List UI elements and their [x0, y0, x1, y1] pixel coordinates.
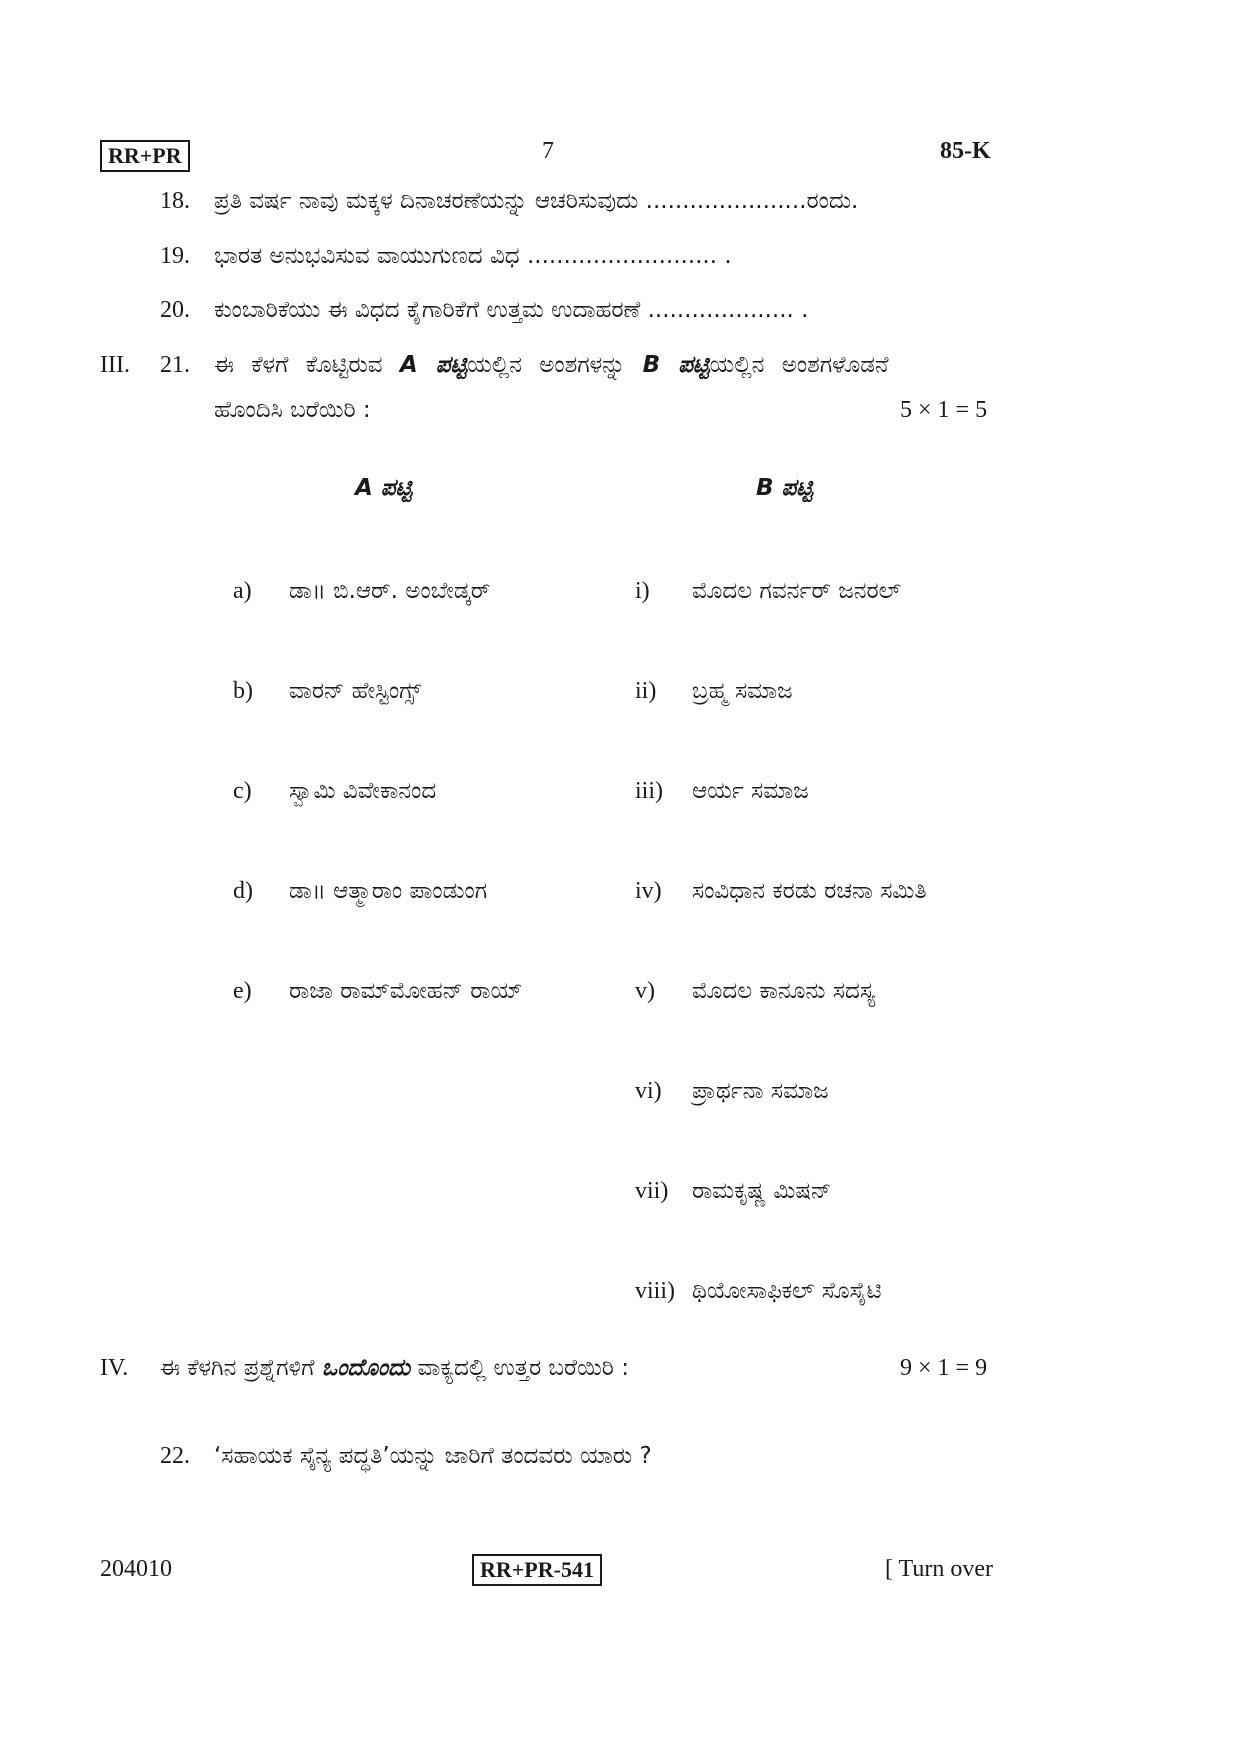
question-number: 18.: [160, 188, 190, 214]
text-part: ಯಲ್ಲಿನ ಅಂಶಗಳನ್ನು: [467, 352, 643, 378]
list-b-item: ರಾಮಕೃಷ್ಣ ಮಿಷನ್: [692, 1178, 832, 1204]
list-b-item: ಪ್ರಾರ್ಥನಾ ಸಮಾಜ: [692, 1078, 829, 1104]
text-part: ಈ ಕೆಳಗೆ ಕೊಟ್ಟಿರುವ: [214, 352, 400, 378]
list-b-label: vii): [635, 1178, 669, 1204]
list-b-label: i): [635, 578, 650, 604]
list-b-label: iv): [635, 878, 662, 904]
text-part: ಈ ಕೆಳಗಿನ ಪ್ರಶ್ನೆಗಳಿಗೆ: [160, 1355, 322, 1381]
list-a-label: b): [233, 678, 253, 704]
question-text: [214, 352, 889, 378]
list-b-label: v): [635, 978, 655, 1004]
column-a-heading: A ಪಟ್ಟಿ: [355, 475, 413, 501]
question-text: ‘ಸಹಾಯಕ ಸೈನ್ಯ ಪದ್ಧತಿ’ಯನ್ನು ಜಾರಿಗೆ ತಂದವರು ಯಾರು ?: [214, 1443, 652, 1469]
list-b-label: viii): [635, 1278, 675, 1304]
list-a-item: ವಾರನ್ ಹೇಸ್ಟಿಂಗ್ಸ್: [289, 678, 422, 704]
list-a-label: a): [233, 578, 252, 604]
list-b-item: ಸಂವಿಧಾನ ಕರಡು ರಚನಾ ಸಮಿತಿ: [692, 878, 927, 904]
list-a-item: ರಾಜಾ ರಾಮ್‌ಮೋಹನ್ ರಾಯ್: [289, 978, 523, 1004]
list-a-label: e): [233, 978, 252, 1004]
list-b-item: ಬ್ರಹ್ಮ ಸಮಾಜ: [692, 678, 793, 704]
footer-code-box: RR+PR-541: [472, 1554, 602, 1586]
list-a-item: ಡಾ॥ ಆತ್ಮಾರಾಂ ಪಾಂಡುಂಗ: [289, 878, 488, 904]
turn-over: [ Turn over: [885, 1556, 994, 1582]
header-code-box: RR+PR: [100, 140, 190, 172]
list-a-label: d): [233, 878, 253, 904]
list-b-label: vi): [635, 1078, 662, 1104]
question-text: ಪ್ರತಿ ವರ್ಷ ನಾವು ಮಕ್ಕಳ ದಿನಾಚರಣೆಯನ್ನು ಆಚರಿಸುವುದು ......................ರಂದು.: [214, 188, 859, 214]
question-text-line2: ಹೊಂದಿಸಿ ಬರೆಯಿರಿ :: [214, 397, 371, 423]
section-number: IV.: [100, 1355, 129, 1381]
text-part: ಯಲ್ಲಿನ ಅಂಶಗಳೊಡನೆ: [709, 352, 889, 378]
list-a-label: c): [233, 778, 252, 804]
marks: 9 × 1 = 9: [900, 1355, 988, 1381]
question-number: 21.: [160, 352, 190, 378]
page-number: 7: [542, 138, 554, 164]
list-b-item: ಮೊದಲ ಗವರ್ನರ್ ಜನರಲ್: [692, 578, 902, 604]
list-a-ref: A ಪಟ್ಟಿ: [399, 352, 468, 378]
section-instruction: [160, 1355, 629, 1381]
question-text: ಭಾರತ ಅನುಭವಿಸುವ ವಾಯುಗುಣದ ವಿಧ .......................... .: [214, 243, 732, 269]
list-b-item: ಮೊದಲ ಕಾನೂನು ಸದಸ್ಯ: [692, 978, 876, 1004]
question-number: 19.: [160, 243, 190, 269]
emphasis-text: ಒಂದೊಂದು: [321, 1355, 411, 1381]
list-b-item: ಆರ್ಯ ಸಮಾಜ: [692, 778, 809, 804]
question-number: 22.: [160, 1443, 190, 1469]
column-b-heading: B ಪಟ್ಟಿ: [756, 475, 813, 501]
marks: 5 × 1 = 5: [900, 397, 988, 423]
list-b-item: ಥಿಯೋಸಾಫಿಕಲ್ ಸೊಸೈಟಿ: [692, 1278, 882, 1304]
footer-serial: 204010: [100, 1556, 172, 1582]
list-a-item: ಡಾ॥ ಬಿ.ಆರ್. ಅಂಬೇಡ್ಕರ್: [289, 578, 491, 604]
section-number: III.: [100, 352, 130, 378]
text-part: ವಾಕ್ಯದಲ್ಲಿ ಉತ್ತರ ಬರೆಯಿರಿ :: [410, 1355, 629, 1381]
list-a-item: ಸ್ವಾಮಿ ವಿವೇಕಾನಂದ: [289, 778, 437, 804]
list-b-label: iii): [635, 778, 663, 804]
list-b-label: ii): [635, 678, 657, 704]
paper-code: 85-K: [940, 138, 991, 164]
list-b-ref: B ಪಟ್ಟಿ: [642, 352, 710, 378]
question-number: 20.: [160, 297, 190, 323]
question-text: ಕುಂಬಾರಿಕೆಯು ಈ ವಿಧದ ಕೈಗಾರಿಕೆಗೆ ಉತ್ತಮ ಉದಾಹರಣೆ .................... .: [214, 297, 809, 323]
